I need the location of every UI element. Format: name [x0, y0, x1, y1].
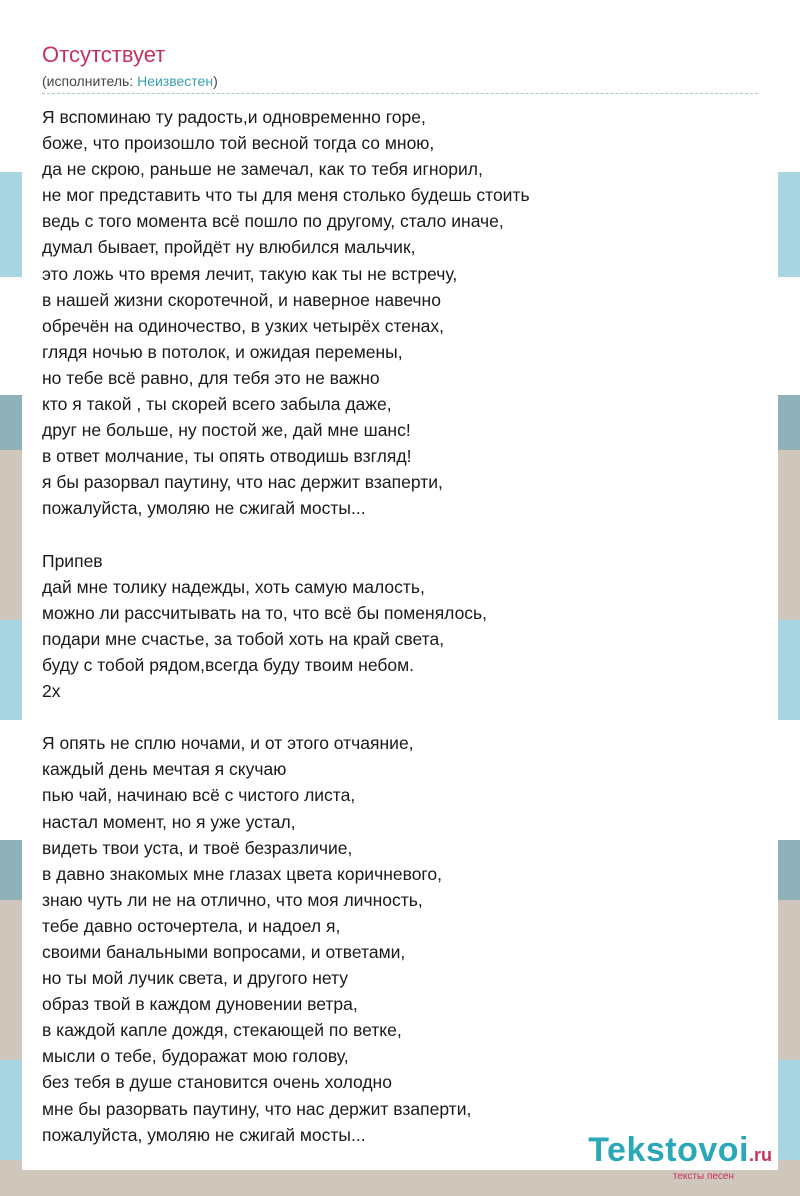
lyric-line	[42, 522, 742, 548]
lyric-line: боже, что произошло той весной тогда со мною,	[42, 133, 435, 154]
lyric-line: своими банальными вопросами, и ответами,	[42, 942, 406, 962]
lyric-line: в нашей жизни скоротечной, и наверное навечно	[42, 289, 441, 310]
lyric-line: подари мне счастье, за тобой хоть на край света,	[42, 628, 445, 649]
lyric-line: видеть твои уста, и твоё безразличие,	[42, 837, 353, 858]
lyric-line: я бы разорвал паутину, что нас держит взаперти,	[42, 472, 443, 493]
lyric-line: кто я такой , ты скорей всего забыла даже,	[42, 394, 392, 415]
lyric-line: Припев	[42, 550, 103, 571]
lyric-line: не мог представить что ты для меня столько будешь стоить	[42, 185, 530, 206]
lyric-line: образ твой в каждом дуновении ветра,	[42, 994, 358, 1015]
lyric-line: но ты мой лучик света, и другого нету	[42, 968, 349, 989]
lyric-line: мысли о тебе, будоражат мою голову,	[42, 1046, 349, 1067]
lyric-line: это ложь что время лечит, такую как ты не встречу,	[42, 263, 458, 284]
lyric-line: 2х	[42, 681, 61, 702]
lyric-line: каждый день мечтая я скучаю	[42, 759, 287, 780]
lyrics-card	[22, 20, 778, 1170]
lyric-line	[42, 704, 742, 730]
lyric-line: пожалуйста, умоляю не сжигай мосты...	[42, 498, 366, 519]
lyric-line: Я вспоминаю ту радость,и одновременно горе,	[42, 107, 426, 127]
lyric-line: думал бывает, пройдёт ну влюбился мальчик,	[42, 237, 416, 258]
divider	[42, 93, 758, 94]
lyric-line: в ответ молчание, ты опять отводишь взгляд!	[42, 446, 412, 467]
artist-link[interactable]: Неизвестен	[137, 73, 214, 89]
lyric-line: в каждой капле дождя, стекающей по ветке,	[42, 1020, 402, 1041]
lyric-line: но тебе всё равно, для тебя это не важно	[42, 367, 380, 388]
logo-name: Tekstovoi	[588, 1131, 749, 1169]
artist-suffix: )	[213, 73, 218, 89]
lyric-line: без тебя в душе становится очень холодно	[42, 1072, 392, 1093]
lyric-line: да не скрою, раньше не замечал, как то тебя игнорил,	[42, 159, 483, 180]
logo-tld: .ru	[748, 1145, 772, 1165]
lyric-line: настал момент, но я уже устал,	[42, 811, 296, 832]
lyric-line: обречён на одиночество, в узких четырёх стенах,	[42, 315, 445, 336]
lyrics-text	[42, 104, 742, 1148]
lyric-line: можно ли рассчитывать на то, что всё бы поменялось,	[42, 602, 488, 623]
lyric-line: в давно знакомых мне глазах цвета коричневого,	[42, 863, 443, 884]
song-title: Отсутствует	[42, 42, 166, 67]
lyric-line: дай мне толику надежды, хоть самую малость,	[42, 576, 425, 597]
lyric-line: глядя ночью в потолок, и ожидая перемены,	[42, 341, 403, 362]
lyric-line: буду с тобой рядом,всегда буду твоим небом.	[42, 654, 415, 675]
lyric-line: ведь с того момента всё пошло по другому, стало иначе,	[42, 211, 504, 232]
lyric-line: мне бы разорвать паутину, что нас держит взаперти,	[42, 1098, 472, 1119]
logo-tagline: тексты песен	[672, 1171, 734, 1182]
lyric-line: тебе давно осточертела, и надоел я,	[42, 915, 341, 936]
lyric-line: друг не больше, ну постой же, дай мне шанс!	[42, 420, 411, 441]
artist-line	[42, 73, 218, 89]
lyric-line: пью чай, начинаю всё с чистого листа,	[42, 785, 356, 806]
lyric-line: знаю чуть ли не на отлично, что моя личность,	[42, 889, 423, 910]
lyric-line: пожалуйста, умоляю не сжигай мосты...	[42, 1124, 366, 1145]
site-logo[interactable]	[588, 1131, 772, 1182]
artist-prefix: (исполнитель:	[42, 73, 138, 89]
lyric-line: Я опять не сплю ночами, и от этого отчаяние,	[42, 733, 414, 754]
